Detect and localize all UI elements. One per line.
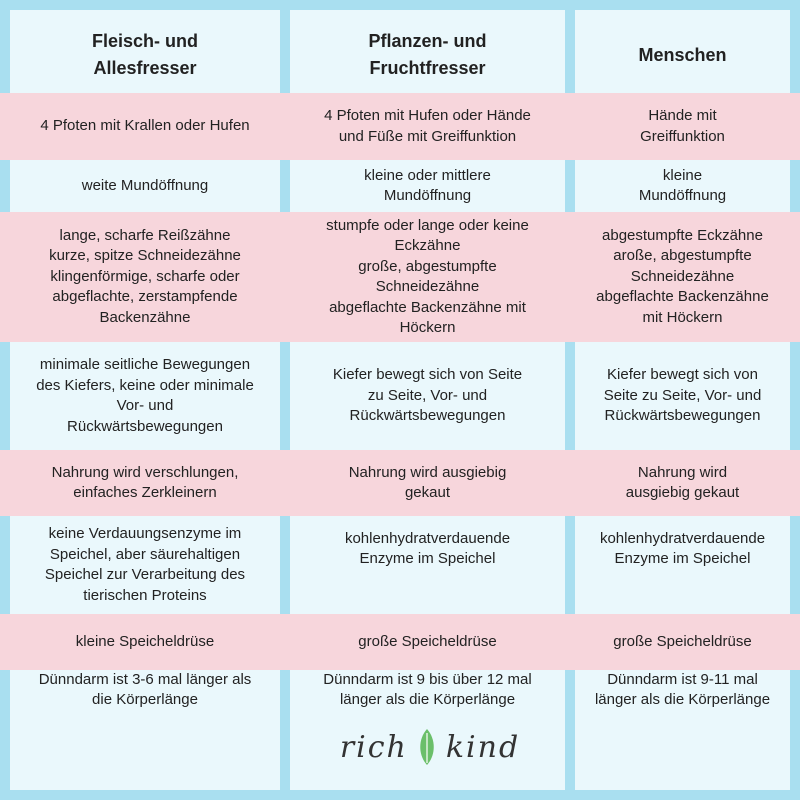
cell-intestine-herbivores: Dünndarm ist 9 bis über 12 mal länger als die Körperlänge <box>323 670 532 708</box>
cell-gland-carnivores: kleine Speicheldrüse <box>75 632 215 650</box>
cell-teeth-carnivores: lange, scharfe Reißzähne kurze, spitze Schneidezähne klingenförmige, scharfe oder abgeflachte, zerstampfende Backenzähne <box>49 226 241 326</box>
leaf-icon <box>416 727 438 767</box>
cell-teeth-humans: abgestumpfte Eckzähne aroße, abgestumpfte Schneidezähne abgeflachte Backenzähne mit Höckern <box>596 226 769 326</box>
richkind-logo <box>335 722 525 772</box>
cell-mouth-carnivores: weite Mundöffnung <box>81 176 209 194</box>
cell-saliva-carnivores: keine Verdauungsenzyme im Speichel, aber säurehaltigen Speichel zur Verarbeitung des tierischen Proteins <box>44 525 246 604</box>
logo-text-left: rich <box>339 729 408 765</box>
cell-jaw-humans: Kiefer bewegt sich von Seite zu Seite, Vor- und Rückwärtsbewegungen <box>603 366 762 425</box>
column-header-humans: Menschen <box>638 44 727 65</box>
logo-text-right: kind <box>445 729 521 765</box>
column-header-herbivores: Pflanzen- und Fruchtfresser <box>368 31 487 78</box>
cell-gland-herbivores: große Speicheldrüse <box>358 632 497 650</box>
cell-jaw-carnivores: minimale seitliche Bewegungen des Kiefers, keine oder minimale Vor- und Rückwärtsbewegungen <box>36 356 254 435</box>
cell-mouth-humans: kleine Mundöffnung <box>638 166 727 204</box>
cell-chewing-humans: Nahrung wird ausgiebig gekaut <box>625 463 740 501</box>
cell-jaw-herbivores: Kiefer bewegt sich von Seite zu Seite, Vor- und Rückwärtsbewegungen <box>332 366 523 425</box>
cell-limbs-humans: Hände mit Greiffunktion <box>640 107 725 145</box>
cell-chewing-herbivores: Nahrung wird ausgiebig gekaut <box>348 463 507 501</box>
cell-intestine-carnivores: Dünndarm ist 3-6 mal länger als die Körperlänge <box>38 670 252 708</box>
column-header-carnivores: Fleisch- und Allesfresser <box>91 31 198 78</box>
cell-saliva-humans: kohlenhydratverdauende Enzyme im Speichel <box>599 529 766 567</box>
cell-chewing-carnivores: Nahrung wird verschlungen, einfaches Zerkleinern <box>51 463 239 501</box>
cell-teeth-herbivores: stumpfe oder lange oder keine Eckzähne große, abgestumpfte Schneidezähne abgeflachte Backenzähne mit Höckern <box>326 216 529 336</box>
cell-intestine-humans: Dünndarm ist 9-11 mal länger als die Körperlänge <box>594 670 771 708</box>
cell-limbs-carnivores: 4 Pfoten mit Krallen oder Hufen <box>40 117 250 135</box>
cell-gland-humans: große Speicheldrüse <box>613 632 752 650</box>
cell-mouth-herbivores: kleine oder mittlere Mundöffnung <box>364 166 491 204</box>
cell-saliva-herbivores: kohlenhydratverdauende Enzyme im Speichel <box>344 529 511 567</box>
cell-limbs-herbivores: 4 Pfoten mit Hufen oder Hände und Füße mit Greiffunktion <box>324 107 531 145</box>
